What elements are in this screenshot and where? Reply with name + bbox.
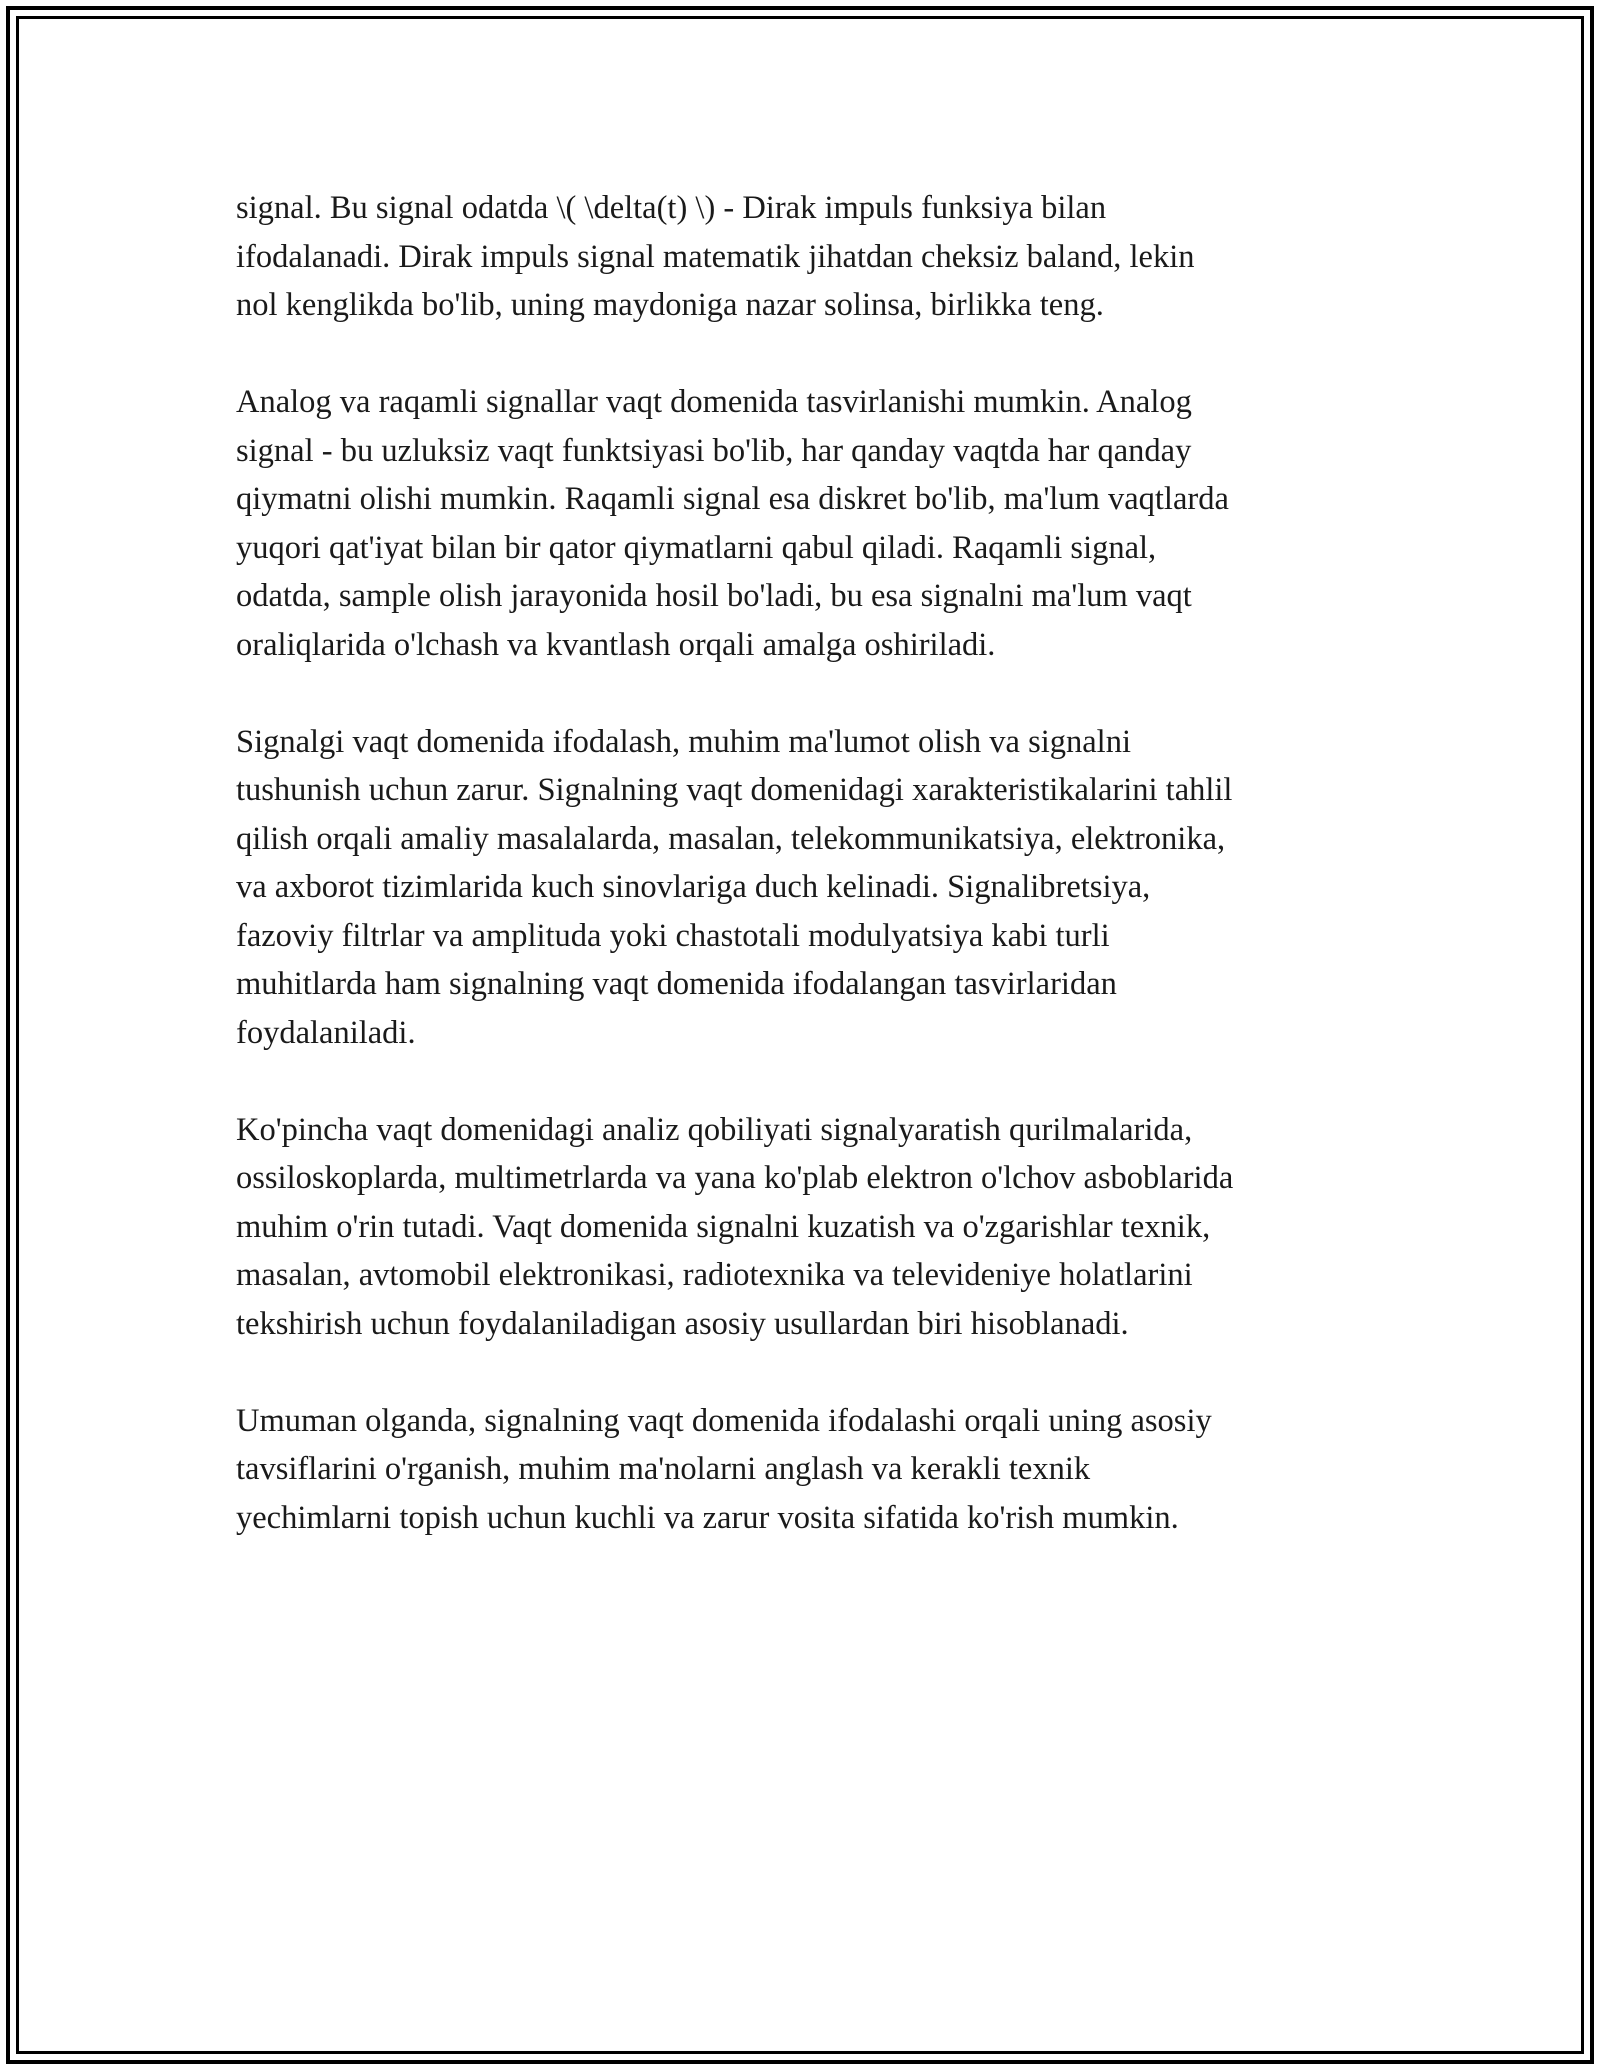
- document-body: [236, 184, 1376, 1591]
- paragraph-conclusion: Umuman olganda, signalning vaqt domenida ifodalashi orqali uning asosiy tavsiflarini o'rganish, muhim ma'nolarni anglash va kerakli texnik yechimlarni topish uchun kuchli va zarur vosita sifatida ko'rish mumkin.: [236, 1402, 1212, 1536]
- paragraph-measurement-instruments: Ko'pincha vaqt domenidagi analiz qobiliyati signalyaratish qurilmalarida, ossiloskoplarda, multimetrlarda va yana ko'plab elektron o'lchov asboblarida muhim o'rin tutadi. Vaqt domenida signalni kuzatish va o'zgarishlar texnik, masalan, avtomobil elektronikasi, radiotexnika va televideniye holatlarini tekshirish uchun foydalaniladigan asosiy usullardan biri hisoblanadi.: [236, 1111, 1234, 1342]
- paragraph-dirac-impulse: signal. Bu signal odatda \( \delta(t) \) - Dirak impuls funksiya bilan ifodalanadi. Dirak impuls signal matematik jihatdan cheksiz baland, lekin nol kenglikda bo'lib, uning maydoniga nazar solinsa, birlikka teng.: [236, 190, 1195, 323]
- paragraph-analog-digital: Analog va raqamli signallar vaqt domenida tasvirlanishi mumkin. Analog signal - bu uzluksiz vaqt funktsiyasi bo'lib, har qanday vaqtda har qanday qiymatni olishi mumkin. Raqamli signal esa diskret bo'lib, ma'lum vaqtlarda yuqori qat'iyat bilan bir qator qiymatlarni qabul qiladi. Raqamli signal, odatda, sample olish jarayonida hosil bo'ladi, bu esa signalni ma'lum vaqt oraliqlarida o'lchash va kvantlash orqali amalga oshiriladi.: [236, 384, 1229, 663]
- paragraph-time-domain-representation: Signalgi vaqt domenida ifodalash, muhim ma'lumot olish va signalni tushunish uchun zarur. Signalning vaqt domenidagi xarakteristikalarini tahlil qilish orqali amaliy masalalarda, masalan, telekommunikatsiya, elektronika, va axborot tizimlarida kuch sinovlariga duch kelinadi. Signalibretsiya, fazoviy filtrlar va amplituda yoki chastotali modulyatsiya kabi turli muhitlarda ham signalning vaqt domenida ifodalangan tasvirlaridan foydalaniladi.: [236, 723, 1233, 1051]
